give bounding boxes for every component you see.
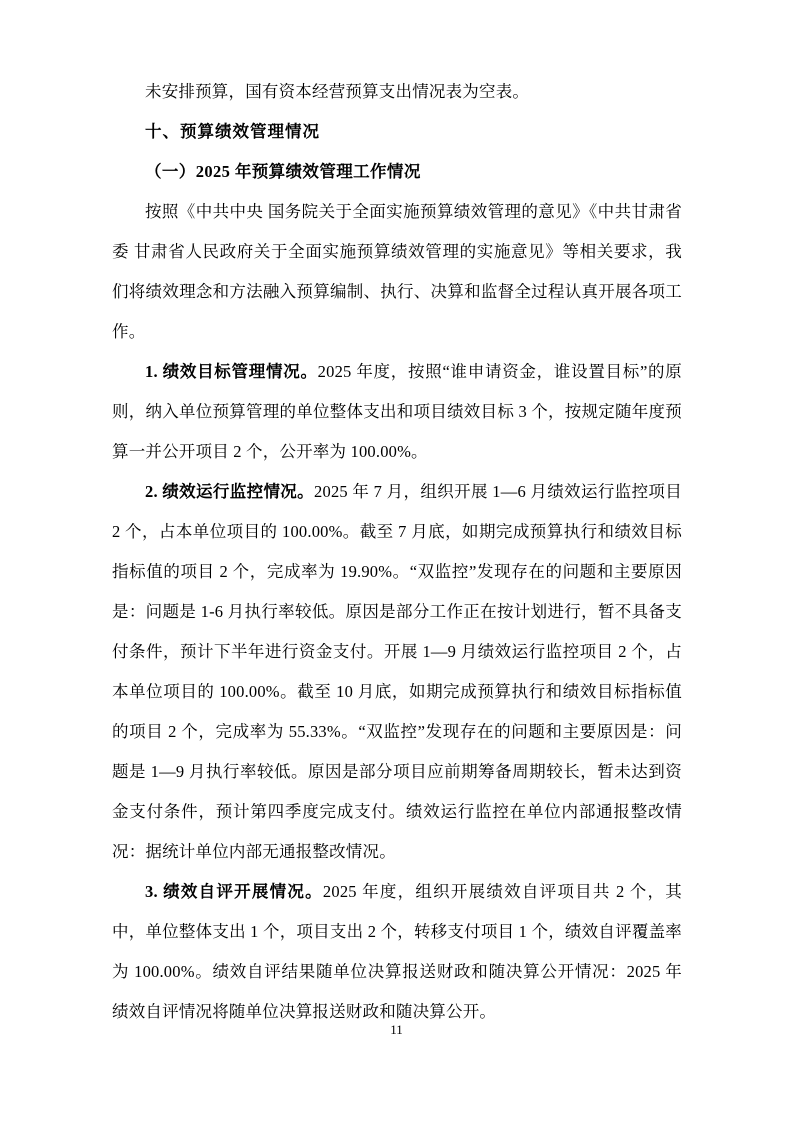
paragraph-item-2 [112, 472, 682, 872]
document-body [112, 72, 682, 1032]
paragraph-intro: 未安排预算，国有资本经营预算支出情况表为空表。 [145, 82, 530, 101]
item-3-lead: 3. 绩效自评开展情况。 [145, 882, 323, 901]
item-2-text: 2025 年 7 月，组织开展 1—6 月绩效运行监控项目 2 个，占本单位项目的 100.00%。截至 7 月底，如期完成预算执行和绩效目标指标值的项目 2 个，完成率为 19.90%。“双监控”发现存在的问题和主要原因是：问题是 1-6 月执行率较低。原因是部分工作正在按计划进行，暂不具备支付条件，预计下半年进行资金支付。开展 1—9 月绩效运行监控项目 2 个，占本单位项目的 100.00%。截至 10 月底，如期完成预算执行和绩效目标指标值的项目 2 个，完成率为 55.33%。“双监控”发现存在的问题和主要原因是：问题是 1—9 月执行率较低。原因是部分项目应前期筹备周期较长，暂未达到资金支付条件，预计第四季度完成支付。绩效运行监控在单位内部通报整改情况：据统计单位内部无通报整改情况。 [112, 482, 682, 861]
page-number: 11 [390, 1022, 403, 1037]
item-2-lead: 2. 绩效运行监控情况。 [145, 482, 315, 501]
paragraph-item-3 [112, 872, 682, 1032]
item-1-text: 2025 年度，按照“谁申请资金，谁设置目标”的原则，纳入单位预算管理的单位整体支出和项目绩效目标 3 个，按规定随年度预算一并公开项目 2 个，公开率为 100.00%。 [112, 362, 682, 461]
paragraph-policy-basis: 按照《中共中央 国务院关于全面实施预算绩效管理的意见》《中共甘肃省委 甘肃省人民政府关于全面实施预算绩效管理的实施意见》等相关要求，我们将绩效理念和方法融入预算编制、执行、决算和监督全过程认真开展各项工作。 [112, 202, 682, 341]
item-3-text: 2025 年度，组织开展绩效自评项目共 2 个，其中，单位整体支出 1 个，项目支出 2 个，转移支付项目 1 个，绩效自评覆盖率为 100.00%。绩效自评结果随单位决算报送财政和随决算公开情况：2025 年绩效自评情况将随单位决算报送财政和随决算公开。 [112, 882, 683, 1021]
item-1-lead: 1. 绩效目标管理情况。 [145, 362, 318, 381]
section-heading-10: 十、预算绩效管理情况 [145, 122, 320, 141]
paragraph-item-1 [112, 352, 682, 472]
subsection-heading-1: （一）2025 年预算绩效管理工作情况 [145, 162, 421, 181]
